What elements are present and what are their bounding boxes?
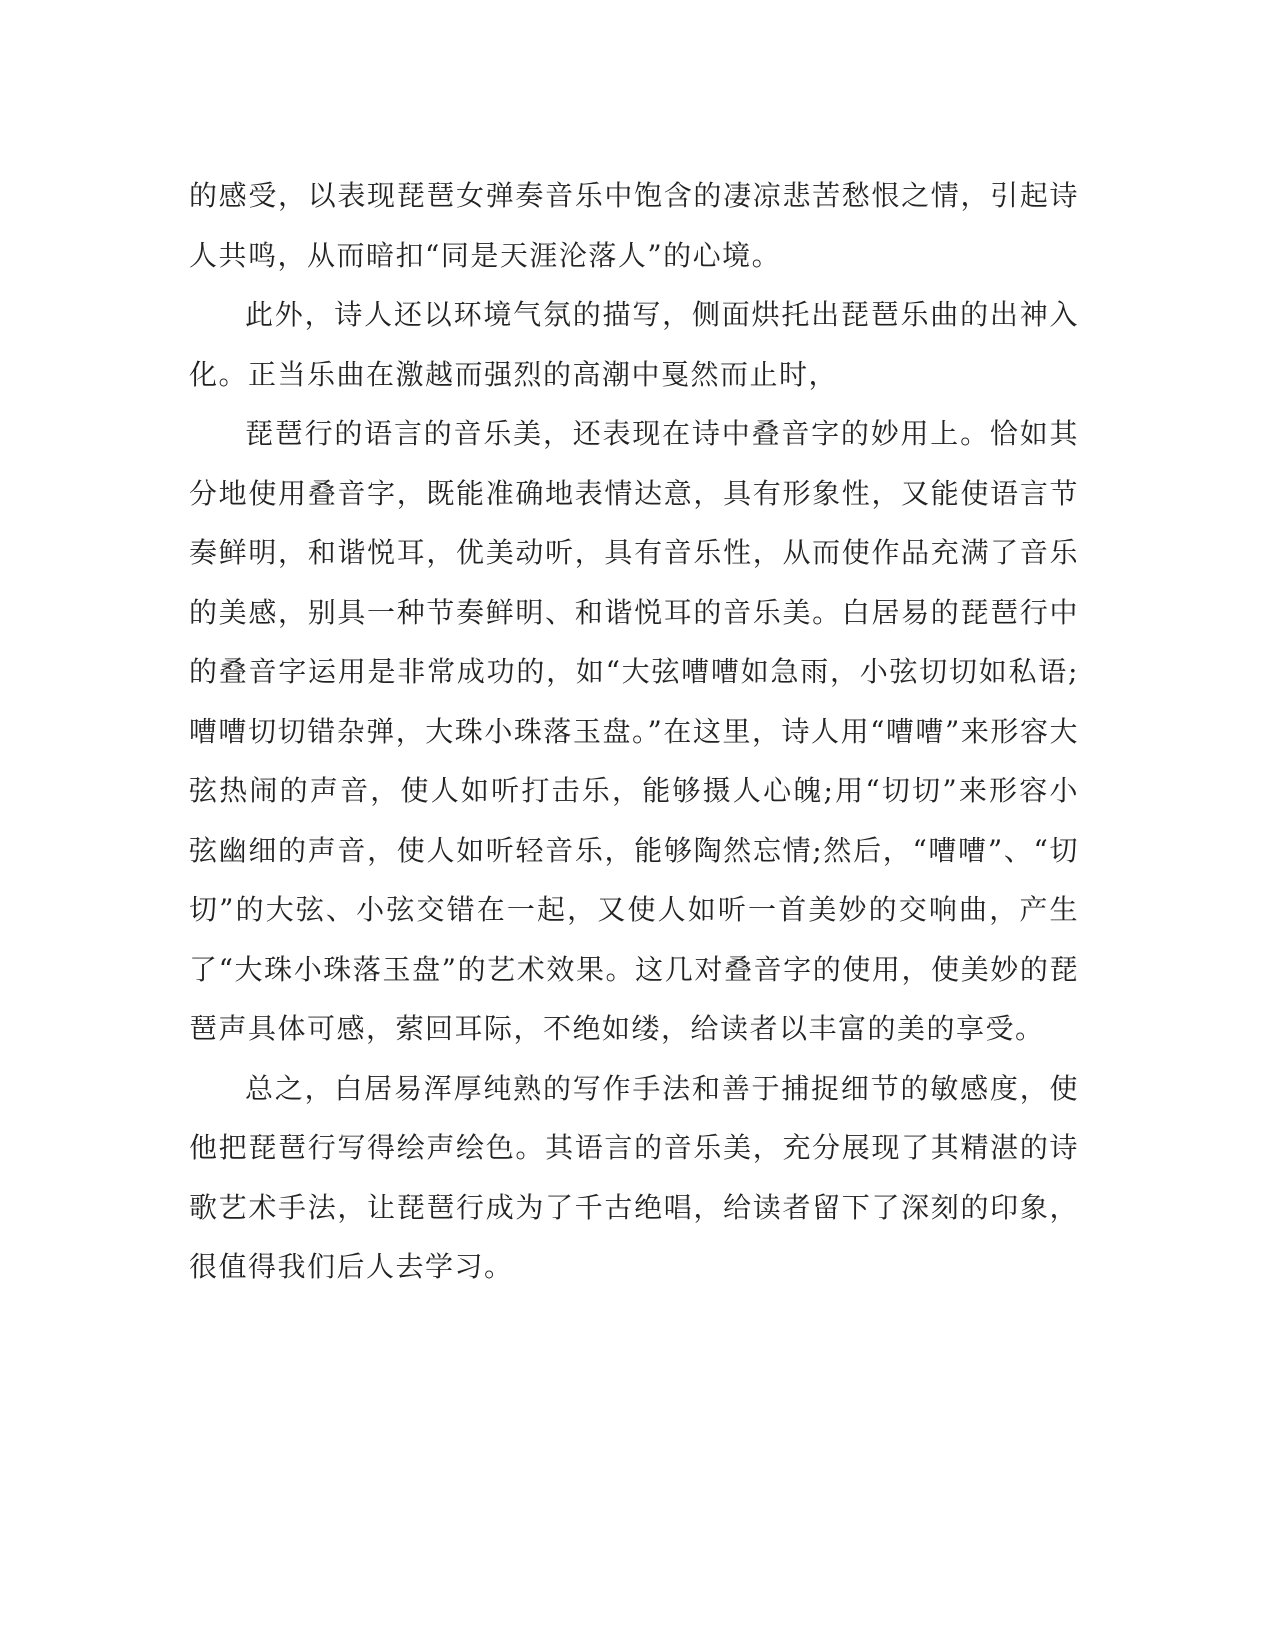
document-body <box>189 166 1079 1297</box>
paragraph-4: 总之，白居易浑厚纯熟的写作手法和善于捕捉细节的敏感度，使他把琵琶行写得绘声绘色。其语言的音乐美，充分展现了其精湛的诗歌艺术手法，让琵琶行成为了千古绝唱，给读者留下了深刻的印象，很值得我们后人去学习。 <box>189 1071 1079 1283</box>
paragraph-2: 此外，诗人还以环境气氛的描写，侧面烘托出琵琶乐曲的出神入化。正当乐曲在激越而强烈的高潮中戛然而止时， <box>189 298 1079 391</box>
paragraph-1: 的感受，以表现琵琶女弹奏音乐中饱含的凄凉悲苦愁恨之情，引起诗人共鸣，从而暗扣“同是天涯沦落人”的心境。 <box>189 179 1079 272</box>
paragraph-3: 琵琶行的语言的音乐美，还表现在诗中叠音字的妙用上。恰如其分地使用叠音字，既能准确地表情达意，具有形象性，又能使语言节奏鲜明，和谐悦耳，优美动听，具有音乐性，从而使作品充满了音乐的美感，别具一种节奏鲜明、和谐悦耳的音乐美。白居易的琵琶行中的叠音字运用是非常成功的，如“大弦嘈嘈如急雨，小弦切切如私语;嘈嘈切切错杂弹，大珠小珠落玉盘。”在这里，诗人用“嘈嘈”来形容大弦热闹的声音，使人如听打击乐，能够摄人心魄;用“切切”来形容小弦幽细的声音，使人如听轻音乐，能够陶然忘情;然后，“嘈嘈”、“切切”的大弦、小弦交错在一起，又使人如听一首美妙的交响曲，产生了“大珠小珠落玉盘”的艺术效果。这几对叠音字的使用，使美妙的琵琶声具体可感，萦回耳际，不绝如缕，给读者以丰富的美的享受。 <box>189 417 1079 1045</box>
